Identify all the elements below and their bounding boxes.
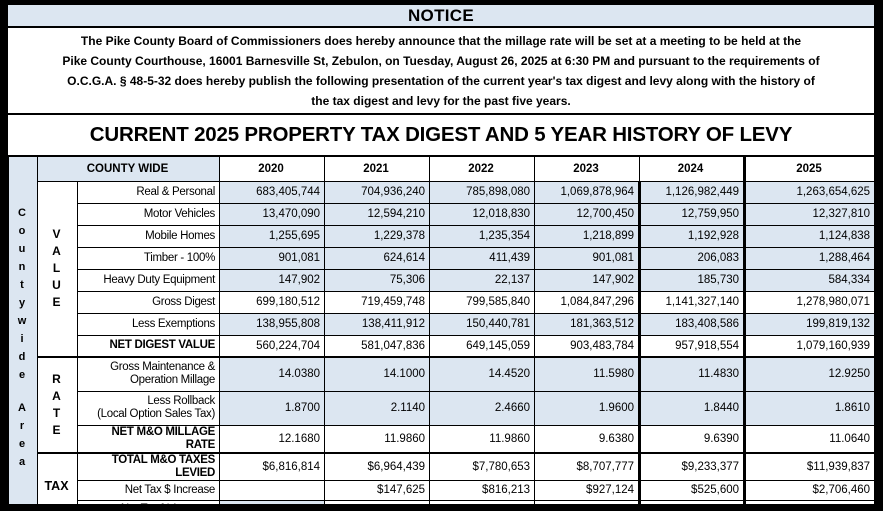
data-cell: 2.17% <box>325 500 430 511</box>
data-cell: 185,730 <box>640 269 745 291</box>
data-cell: 14.0380 <box>220 357 325 391</box>
value-section-label <box>38 181 78 357</box>
data-cell: 147,902 <box>535 269 640 291</box>
row-label-line2: (Local Option Sales Tax) <box>97 408 216 420</box>
data-cell: 12,759,950 <box>640 203 745 225</box>
data-cell: 29.31% <box>745 500 875 511</box>
data-cell: 624,614 <box>325 247 430 269</box>
data-cell: $9,233,377 <box>640 453 745 481</box>
table-row <box>9 203 875 225</box>
tax-section-label <box>38 453 78 511</box>
data-cell: 901,081 <box>220 247 325 269</box>
row-label: NET DIGEST VALUE <box>78 335 220 357</box>
data-cell: 75,306 <box>325 269 430 291</box>
data-cell: 12,594,210 <box>325 203 430 225</box>
data-cell: 11.0640 <box>745 425 875 453</box>
data-cell: 1,263,654,625 <box>745 181 875 203</box>
data-cell: 2.1140 <box>325 391 430 425</box>
row-label: Motor Vehicles <box>78 203 220 225</box>
row-label <box>78 391 220 425</box>
notice-line: O.C.G.A. § 48-5-32 does hereby publish the following presentation of the current year's tax digest and levy along with the history of <box>67 74 815 88</box>
row-label: Net Tax $ Increase <box>78 480 220 500</box>
year-header-2023: 2023 <box>535 156 640 181</box>
data-cell: 1.9600 <box>535 391 640 425</box>
data-cell: 683,405,744 <box>220 181 325 203</box>
table-row <box>9 480 875 500</box>
value-vertical-text: V A L U E <box>52 227 61 310</box>
data-cell: 138,955,808 <box>220 313 325 335</box>
row-label: Less Exemptions <box>78 313 220 335</box>
data-cell: 1,192,928 <box>640 225 745 247</box>
data-cell: 1,124,838 <box>745 225 875 247</box>
data-cell: 6.04% <box>640 500 745 511</box>
row-label: NET M&O MILLAGE RATE <box>78 425 220 453</box>
table-row <box>9 453 875 481</box>
area-word-area: A r e a <box>18 402 26 469</box>
data-cell: 150,440,781 <box>430 313 535 335</box>
row-label: Gross Digest <box>78 291 220 313</box>
tax-digest-table <box>8 155 875 511</box>
rate-section-label <box>38 357 78 453</box>
data-cell: 584,334 <box>745 269 875 291</box>
data-cell: 12.9250 <box>745 357 875 391</box>
table-row <box>9 313 875 335</box>
row-label: TOTAL M&O TAXES LEVIED <box>78 453 220 481</box>
tax-label: TAX <box>44 479 69 493</box>
data-cell: 12.1680 <box>220 425 325 453</box>
data-cell: 1,255,695 <box>220 225 325 247</box>
data-cell: $816,213 <box>430 480 535 500</box>
table-row <box>9 269 875 291</box>
row-label: Mobile Homes <box>78 225 220 247</box>
notice-banner: NOTICE <box>8 5 874 28</box>
data-cell: 2.4660 <box>430 391 535 425</box>
data-cell: 903,483,784 <box>535 335 640 357</box>
data-cell: 1,079,160,939 <box>745 335 875 357</box>
data-cell: 785,898,080 <box>430 181 535 203</box>
data-cell: 560,224,704 <box>220 335 325 357</box>
data-cell: 183,408,586 <box>640 313 745 335</box>
data-cell: 1.8610 <box>745 391 875 425</box>
row-label: Timber - 100% <box>78 247 220 269</box>
data-cell: 1,288,464 <box>745 247 875 269</box>
data-cell: $6,816,814 <box>220 453 325 481</box>
table-row <box>9 181 875 203</box>
data-cell: 9.6380 <box>535 425 640 453</box>
table-row <box>9 357 875 391</box>
data-cell: 1.8440 <box>640 391 745 425</box>
data-cell: 9.6390 <box>640 425 745 453</box>
row-label: Real & Personal <box>78 181 220 203</box>
data-cell: 1,218,899 <box>535 225 640 247</box>
data-cell: 1,229,378 <box>325 225 430 247</box>
table-row <box>9 291 875 313</box>
data-cell: 1,069,878,964 <box>535 181 640 203</box>
data-cell: 411,439 <box>430 247 535 269</box>
data-cell: $927,124 <box>535 480 640 500</box>
data-cell: 649,145,059 <box>430 335 535 357</box>
data-cell: $11,939,837 <box>745 453 875 481</box>
data-cell: 22,137 <box>430 269 535 291</box>
data-cell: 1,126,982,449 <box>640 181 745 203</box>
year-header-2022: 2022 <box>430 156 535 181</box>
data-cell: 581,047,836 <box>325 335 430 357</box>
data-cell: 704,936,240 <box>325 181 430 203</box>
year-header-2025: 2025 <box>745 156 875 181</box>
table-row <box>9 335 875 357</box>
data-cell: 12,327,810 <box>745 203 875 225</box>
notice-line: Pike County Courthouse, 16001 Barnesville St, Zebulon, on Tuesday, August 26, 2025 at 6:30 PM and pursuant to the requirements of <box>62 54 820 68</box>
data-cell: 138,411,912 <box>325 313 430 335</box>
data-cell: 147,902 <box>220 269 325 291</box>
table-row <box>9 425 875 453</box>
data-cell: 11.9860 <box>430 425 535 453</box>
area-word-countywide: C o u n t y w i d e <box>17 207 27 382</box>
county-wide-header: COUNTY WIDE <box>38 156 220 181</box>
table-row <box>9 500 875 511</box>
data-cell: 11.72% <box>430 500 535 511</box>
data-cell: 14.1000 <box>325 357 430 391</box>
rate-vertical-text: R A T E <box>52 371 61 437</box>
data-cell: 719,459,748 <box>325 291 430 313</box>
table-row <box>9 247 875 269</box>
data-cell: 1,278,980,071 <box>745 291 875 313</box>
countywide-area-strip <box>9 156 38 511</box>
data-cell: 206,083 <box>640 247 745 269</box>
data-cell: 11.5980 <box>535 357 640 391</box>
notice-paragraph <box>8 28 874 115</box>
year-header-2020: 2020 <box>220 156 325 181</box>
data-cell: $2,706,460 <box>745 480 875 500</box>
data-cell <box>220 480 325 500</box>
row-label <box>78 357 220 391</box>
data-cell: 181,363,512 <box>535 313 640 335</box>
data-cell: 1,084,847,296 <box>535 291 640 313</box>
data-cell: 1.8700 <box>220 391 325 425</box>
data-cell: $147,625 <box>325 480 430 500</box>
row-label-line2: Operation Millage <box>129 374 216 387</box>
year-header-2021: 2021 <box>325 156 430 181</box>
data-cell: 799,585,840 <box>430 291 535 313</box>
data-cell: 1.97% <box>220 500 325 511</box>
data-cell: 12,700,450 <box>535 203 640 225</box>
data-cell: 957,918,554 <box>640 335 745 357</box>
page-title: CURRENT 2025 PROPERTY TAX DIGEST AND 5 YEAR HISTORY OF LEVY <box>89 123 793 146</box>
row-label-line1: Gross Maintenance & <box>110 361 216 374</box>
data-cell: 13,470,090 <box>220 203 325 225</box>
data-cell: $8,707,777 <box>535 453 640 481</box>
table-row <box>9 225 875 247</box>
data-cell: 11.4830 <box>640 357 745 391</box>
data-cell: 14.4520 <box>430 357 535 391</box>
data-cell: 11.92% <box>535 500 640 511</box>
notice-line: the tax digest and levy for the past five years. <box>311 94 571 108</box>
data-cell: 199,819,132 <box>745 313 875 335</box>
notice-line: The Pike County Board of Commissioners does hereby announce that the millage rate will be set at a meeting to be held at the <box>80 34 802 48</box>
data-cell: $7,780,653 <box>430 453 535 481</box>
table-row <box>9 391 875 425</box>
year-header-2024: 2024 <box>640 156 745 181</box>
row-label: Heavy Duty Equipment <box>78 269 220 291</box>
data-cell: 12,018,830 <box>430 203 535 225</box>
data-cell: $6,964,439 <box>325 453 430 481</box>
data-cell: 901,081 <box>535 247 640 269</box>
data-cell: 699,180,512 <box>220 291 325 313</box>
data-cell: $525,600 <box>640 480 745 500</box>
data-cell: 1,235,354 <box>430 225 535 247</box>
data-cell: 11.9860 <box>325 425 430 453</box>
data-cell: 1,141,327,140 <box>640 291 745 313</box>
row-label: Net Tax % Increase <box>78 500 220 511</box>
row-label-line1: Less Rollback <box>147 395 216 407</box>
